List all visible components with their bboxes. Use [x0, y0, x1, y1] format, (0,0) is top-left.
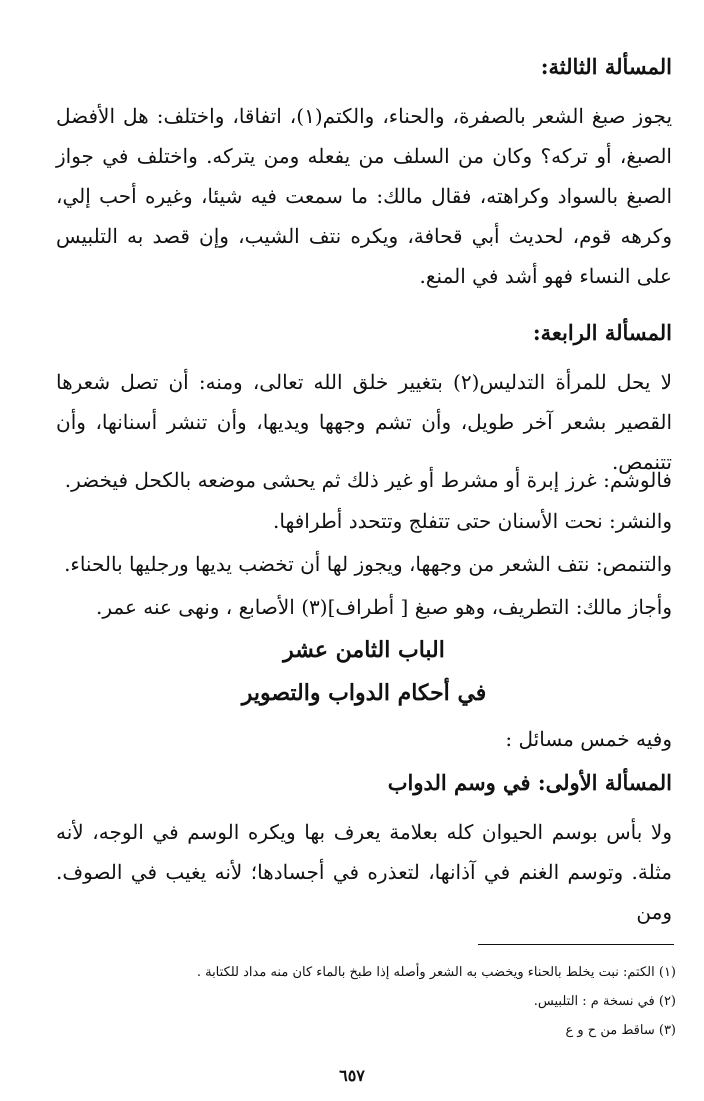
- intro-line: وفيه خمس مسائل :: [505, 727, 672, 751]
- definition-washm: فالوشم: غرز إبرة أو مشرط أو غير ذلك ثم يحشى موضعه بالكحل فيخضر.: [64, 468, 672, 492]
- chapter-subtitle: في أحكام الدواب والتصوير: [241, 680, 487, 706]
- definition-tatrif: وأجاز مالك: التطريف، وهو صبغ [ أطراف](٣) الأصابع ، ونهى عنه عمر.: [96, 595, 672, 619]
- section-heading-fourth: المسألة الرابعة:: [532, 320, 672, 345]
- footnotes: [120, 958, 676, 1045]
- chapter-title: الباب الثامن عشر: [283, 637, 445, 663]
- definition-nashr: والنشر: نحت الأسنان حتى تتفلج وتتحدد أطرافها.: [273, 509, 672, 533]
- definition-tanammus: والتنمص: نتف الشعر من وجهها، ويجوز لها أن تخضب يديها ورجليها بالحناء.: [64, 552, 672, 576]
- page-number: ٦٥٧: [339, 1066, 365, 1085]
- footnote-2: (٢) في نسخة م : التلبيس.: [533, 994, 676, 1009]
- paragraph-first-issue: ولا بأس بوسم الحيوان كله بعلامة يعرف بها ويكره الوسم في الوجه، لأنه مثلة. وتوسم الغنم في آذانها، لتعذره في أجسادها؛ لأنه يغيب في الصوف. ومن: [56, 820, 672, 924]
- footnote-divider: [478, 944, 674, 945]
- paragraph-fourth-issue: لا يحل للمرأة التدليس(٢) بتغيير خلق الله تعالى، ومنه: أن تصل شعرها القصير بشعر آخر طويل، وأن تشم وجهها ويديها، وأن تنشر أسنانها، وأن تتنمص.: [56, 370, 673, 474]
- footnote-1: (١) الكتم: نبت يخلط بالحناء ويخضب به الشعر وأصله إذا طبخ بالماء كان منه مداد للكتابة .: [196, 965, 676, 980]
- paragraph-third-issue: يجوز صبغ الشعر بالصفرة، والحناء، والكتم(١)، اتفاقا، واختلف: هل الأفضل الصبغ، أو تركه؟ وكان من السلف من يفعله ومن يتركه. واختلف في جواز الصبغ بالسواد وكراهته، فقال مالك: ما سمعت فيه شيئا، وغيره أحب إلي، وكرهه قوم، لحديث أبي قحافة، ويكره نتف الشيب، وإن قصد به التلبيس على النساء فهو أشد في المنع.: [56, 104, 673, 288]
- section-heading-third: المسألة الثالثة:: [540, 54, 672, 79]
- section-heading-first: المسألة الأولى: في وسم الدواب: [387, 770, 672, 795]
- footnote-3: (٣) ساقط من ح و ع: [565, 1023, 676, 1038]
